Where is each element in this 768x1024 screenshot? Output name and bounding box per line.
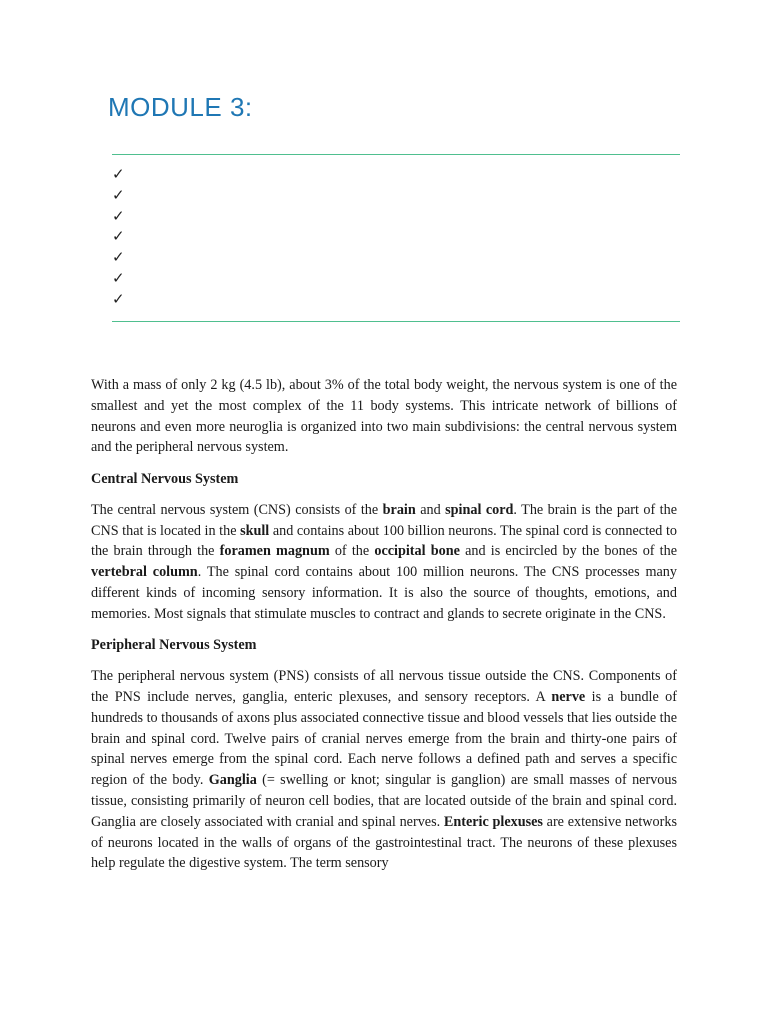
cns-text: and: [415, 501, 446, 518]
checkmark-icon: ✓: [112, 165, 125, 183]
checkmark-icon: ✓: [112, 206, 125, 225]
intro-paragraph: With a mass of only 2 kg (4.5 lb), about 3% of the total body weight, the nervous system is one of the smallest and yet the most complex of the 11 body systems. This intricate network of billions of neurons and even more neuroglia is organized into two main subdivisions: the central nervous system and the peripheral nervous system.: [91, 377, 677, 456]
cns-text: The central nervous system (CNS) consists of the: [91, 501, 383, 518]
cns-text: and contains about 100 billion neurons. The spinal cord is connected to the brain through the: [91, 522, 678, 560]
pns-text: (= swelling or knot; singular is ganglion) are small masses of nervous tissue, consisting primarily of neuron cell bodies, that are located outside of the brain and spinal cord. Ganglia are closely associated with cranial and spinal nerves.: [91, 772, 677, 830]
term-foramen-magnum: foramen magnum: [219, 543, 330, 560]
term-nerve: nerve: [551, 688, 586, 705]
term-ganglia: Ganglia: [208, 772, 257, 789]
cns-text: . The spinal cord contains about 100 million neurons. The CNS processes many different kinds of incoming sensory information. It is also the source of thoughts, emotions, and memories. Most signals that stimulate muscles to contract and glands to secrete originate in the CNS.: [91, 564, 677, 622]
checkmark-icon: ✓: [112, 248, 125, 267]
pns-text: The peripheral nervous system (PNS) consists of all nervous tissue outside the CNS. Components of the PNS include nerves, ganglia, enteric plexuses, and sensory receptors. A: [91, 668, 677, 705]
pns-text: is a bundle of hundreds to thousands of axons plus associated connective tissue and blood vessels that lies outside the brain and spinal cord. Twelve pairs of cranial nerves emerge from the brain and thirty-one pairs of spinal nerves emerge from the spinal cord. Each nerve follows a defined path and serves a specific region of the body.: [91, 688, 677, 789]
cns-paragraph: [91, 500, 677, 625]
term-enteric-plexuses: Enteric plexuses: [443, 813, 543, 830]
pns-heading: Peripheral Nervous System: [91, 636, 257, 653]
term-occipital-bone: occipital bone: [374, 543, 460, 560]
cns-text: of the: [329, 543, 375, 560]
pns-text: are extensive networks of neurons located in the walls of organs of the gastrointestinal tract. The neurons of these plexuses help regulate the digestive system. The term sensory: [91, 813, 677, 872]
document-body: [91, 375, 677, 874]
checkmark-icon: ✓: [112, 268, 125, 287]
cns-text: . The brain is the part of the CNS that is located in the: [91, 501, 677, 539]
objectives-box: [112, 154, 680, 322]
cns-text: and is encircled by the bones of the: [459, 543, 678, 560]
cns-heading: Central Nervous System: [91, 470, 239, 487]
checkmark-icon: ✓: [112, 227, 125, 246]
pns-paragraph: [91, 666, 677, 874]
module-title: MODULE 3:: [108, 92, 253, 122]
term-skull: skull: [240, 522, 270, 539]
objectives-checklist: [112, 155, 680, 310]
term-brain: brain: [382, 501, 416, 518]
term-vertebral-column: vertebral column: [91, 564, 198, 581]
checkmark-icon: ✓: [112, 289, 125, 308]
term-spinal-cord: spinal cord: [445, 501, 514, 518]
checkmark-icon: ✓: [112, 185, 125, 204]
